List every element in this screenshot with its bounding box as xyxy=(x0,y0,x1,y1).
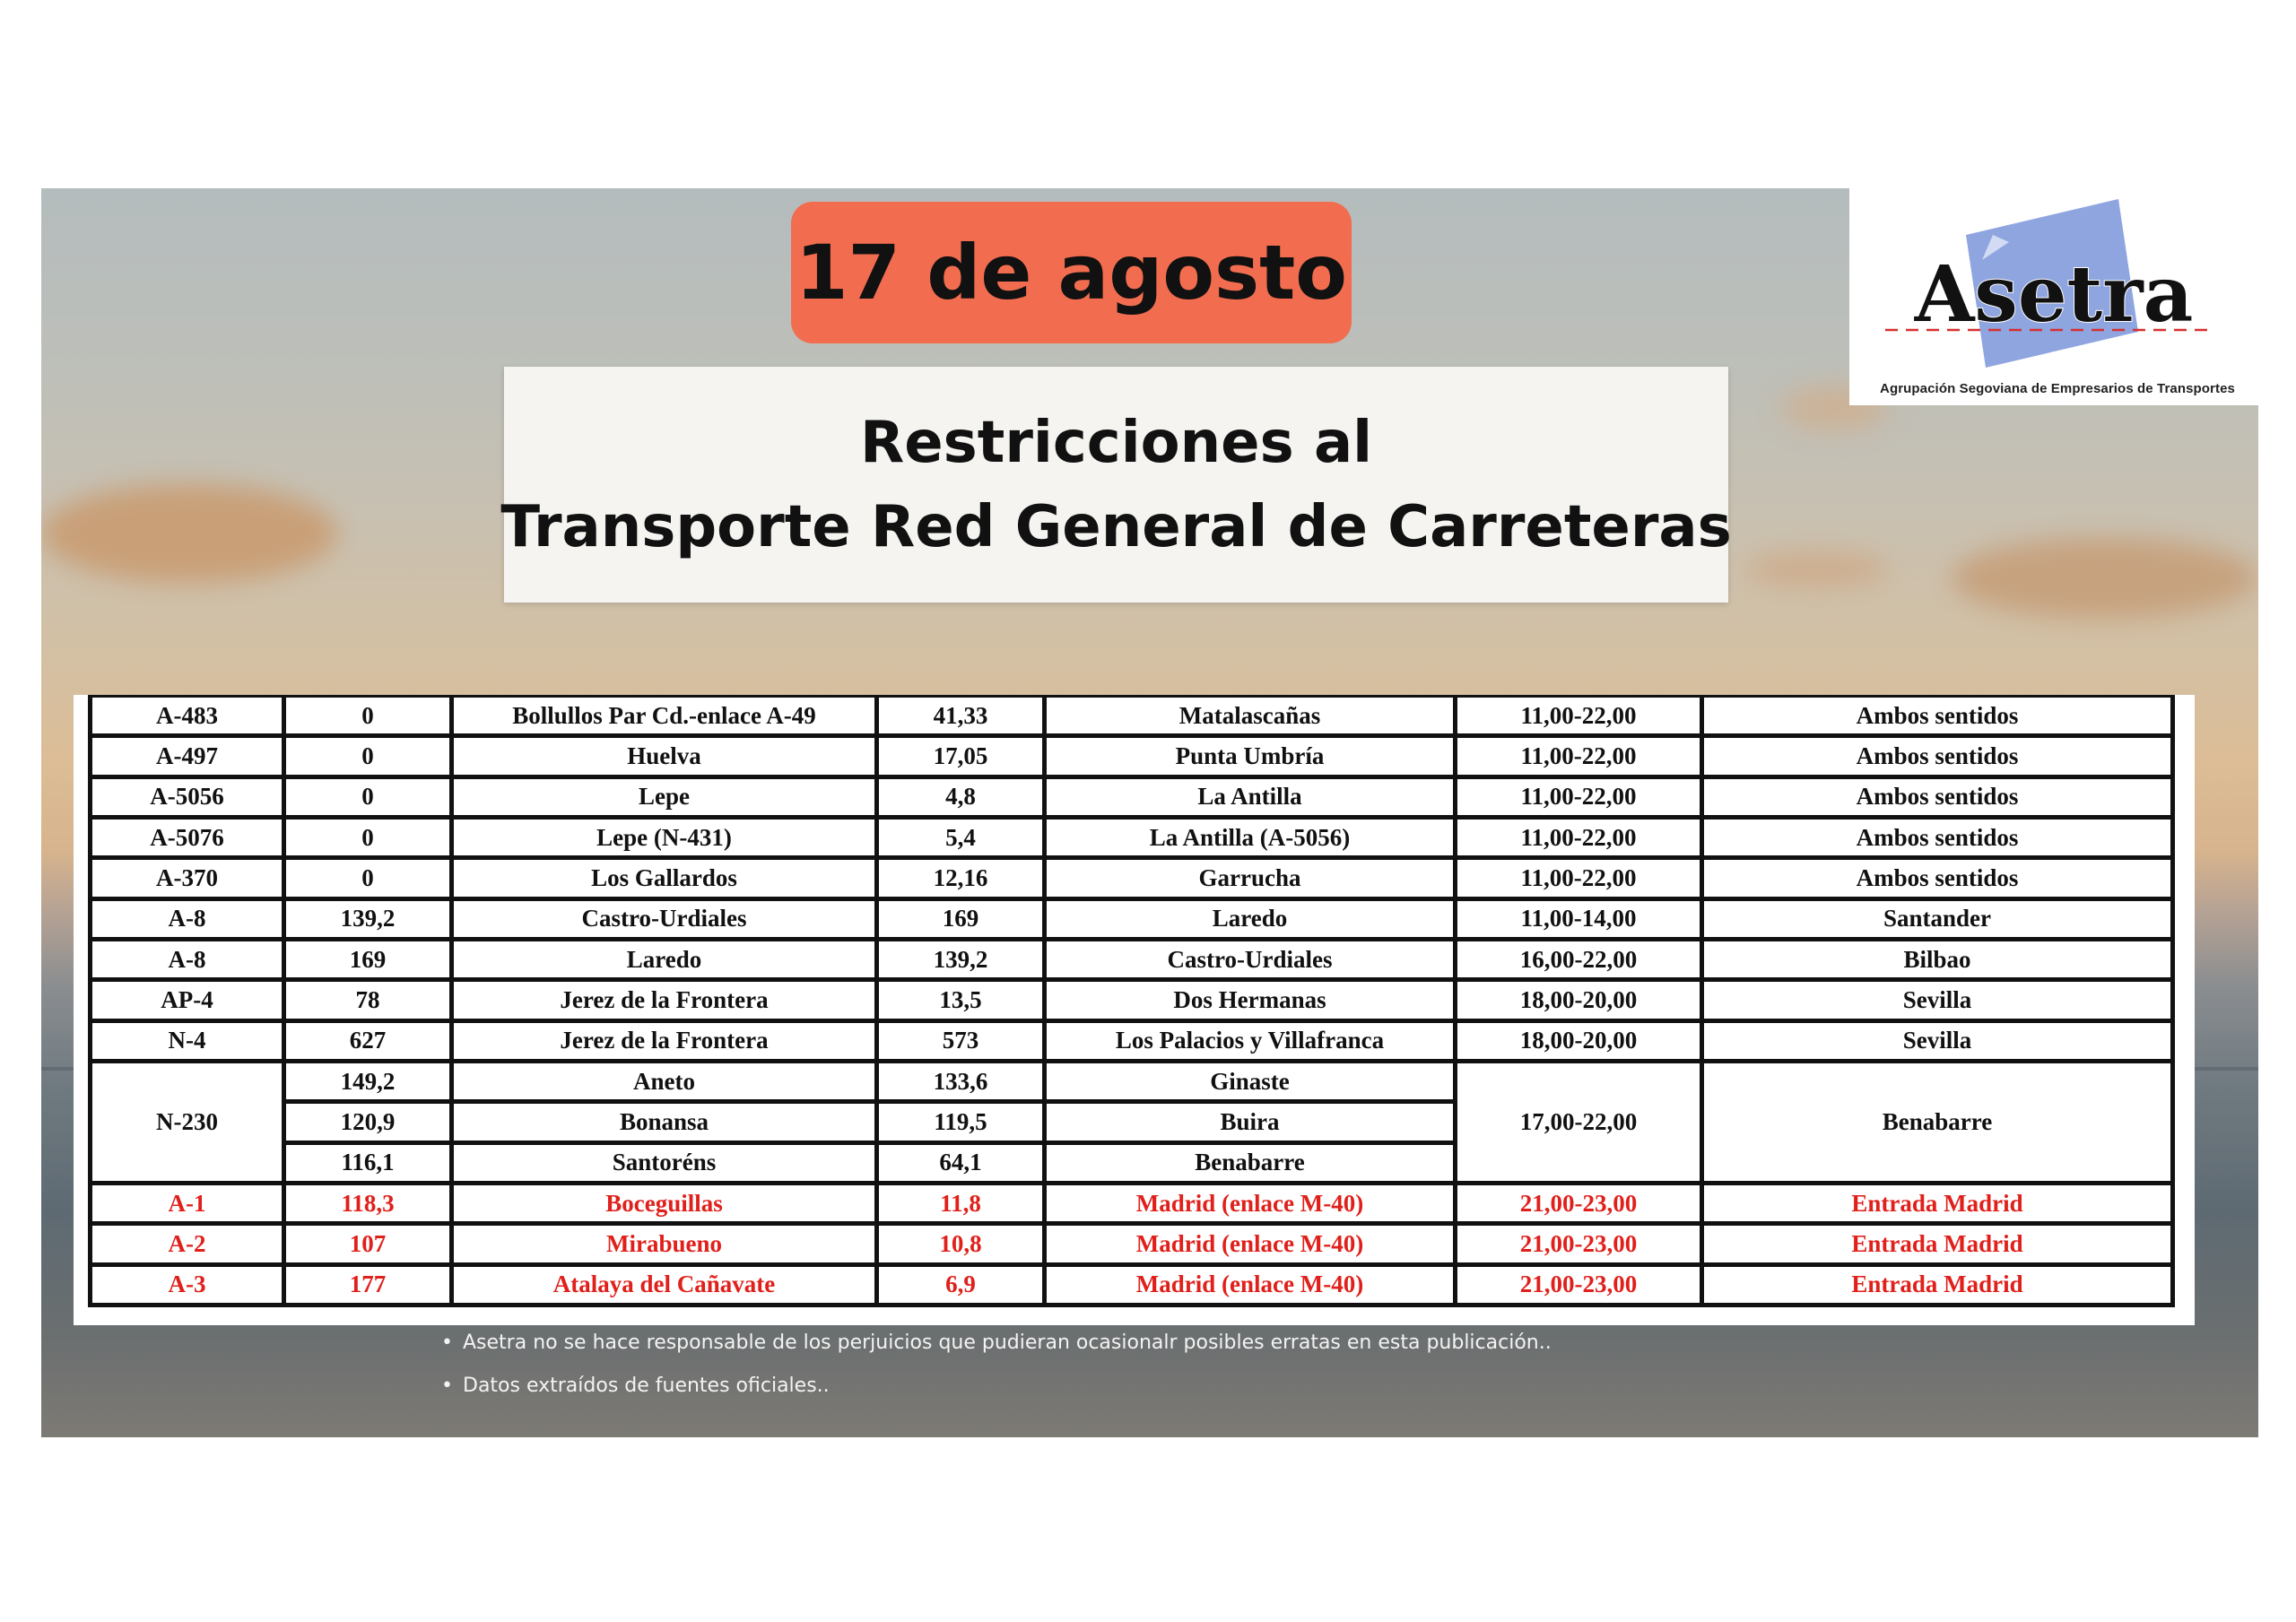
destination-cell: Matalascañas xyxy=(1045,697,1456,736)
destination-cell: Ginaste xyxy=(1045,1061,1456,1101)
km-end-cell: 12,16 xyxy=(877,858,1045,898)
hours-cell: 16,00-22,00 xyxy=(1456,939,1702,979)
km-start-cell: 78 xyxy=(284,980,452,1020)
km-start-cell: 0 xyxy=(284,858,452,898)
direction-cell: Entrada Madrid xyxy=(1702,1224,2173,1264)
km-start-cell: 149,2 xyxy=(284,1061,452,1101)
road-cell: N-4 xyxy=(91,1020,284,1061)
road-cell: A-5056 xyxy=(91,776,284,817)
hours-cell: 21,00-23,00 xyxy=(1456,1264,1702,1305)
destination-cell: La Antilla xyxy=(1045,776,1456,817)
direction-cell: Ambos sentidos xyxy=(1702,776,2173,817)
hours-cell: 11,00-14,00 xyxy=(1456,898,1702,939)
restrictions-panel xyxy=(74,695,2195,1325)
km-start-cell: 177 xyxy=(284,1264,452,1305)
km-start-cell: 118,3 xyxy=(284,1183,452,1223)
km-start-cell: 0 xyxy=(284,736,452,776)
road-cell: A-497 xyxy=(91,736,284,776)
direction-cell: Santander xyxy=(1702,898,2173,939)
km-end-cell: 13,5 xyxy=(877,980,1045,1020)
origin-cell: Santoréns xyxy=(452,1142,877,1183)
km-end-cell: 11,8 xyxy=(877,1183,1045,1223)
km-end-cell: 17,05 xyxy=(877,736,1045,776)
destination-cell: Buira xyxy=(1045,1102,1456,1142)
direction-cell: Sevilla xyxy=(1702,980,2173,1020)
hours-cell: 17,00-22,00 xyxy=(1456,1061,1702,1183)
destination-cell: Madrid (enlace M-40) xyxy=(1045,1264,1456,1305)
hours-cell: 11,00-22,00 xyxy=(1456,697,1702,736)
footnote-text: Asetra no se hace responsable de los perjuicios que pudieran ocasionalr posibles erratas en esta publicación.. xyxy=(463,1331,1552,1354)
hours-cell: 11,00-22,00 xyxy=(1456,817,1702,857)
logo-subtitle: Agrupación Segoviana de Empresarios de Transportes xyxy=(1880,381,2235,396)
table-row xyxy=(91,736,2173,776)
origin-cell: Bonansa xyxy=(452,1102,877,1142)
footnote-disclaimer xyxy=(441,1325,1876,1368)
destination-cell: Garrucha xyxy=(1045,858,1456,898)
km-start-cell: 139,2 xyxy=(284,898,452,939)
direction-cell: Ambos sentidos xyxy=(1702,858,2173,898)
origin-cell: Aneto xyxy=(452,1061,877,1101)
km-end-cell: 6,9 xyxy=(877,1264,1045,1305)
logo-wordmark: Asetra xyxy=(1914,249,2194,340)
km-end-cell: 119,5 xyxy=(877,1102,1045,1142)
destination-cell: Madrid (enlace M-40) xyxy=(1045,1224,1456,1264)
footnotes xyxy=(441,1325,1876,1411)
destination-cell: Los Palacios y Villafranca xyxy=(1045,1020,1456,1061)
road-cell: A-8 xyxy=(91,939,284,979)
km-end-cell: 4,8 xyxy=(877,776,1045,817)
direction-cell: Entrada Madrid xyxy=(1702,1264,2173,1305)
direction-cell: Bilbao xyxy=(1702,939,2173,979)
footnote-text: Datos extraídos de fuentes oficiales.. xyxy=(463,1375,830,1397)
km-start-cell: 0 xyxy=(284,776,452,817)
origin-cell: Huelva xyxy=(452,736,877,776)
table-row xyxy=(91,1061,2173,1101)
road-cell: AP-4 xyxy=(91,980,284,1020)
table-row xyxy=(91,939,2173,979)
direction-cell: Entrada Madrid xyxy=(1702,1183,2173,1223)
origin-cell: Lepe (N-431) xyxy=(452,817,877,857)
km-start-cell: 0 xyxy=(284,817,452,857)
table-row xyxy=(91,898,2173,939)
road-cell: A-5076 xyxy=(91,817,284,857)
km-start-cell: 627 xyxy=(284,1020,452,1061)
km-end-cell: 133,6 xyxy=(877,1061,1045,1101)
origin-cell: Laredo xyxy=(452,939,877,979)
origin-cell: Jerez de la Frontera xyxy=(452,1020,877,1061)
destination-cell: Benabarre xyxy=(1045,1142,1456,1183)
hours-cell: 21,00-23,00 xyxy=(1456,1183,1702,1223)
title-line-2: Transporte Red General de Carreteras xyxy=(500,493,1732,560)
destination-cell: Dos Hermanas xyxy=(1045,980,1456,1020)
destination-cell: Castro-Urdiales xyxy=(1045,939,1456,979)
cloud-mid xyxy=(1745,551,1889,587)
origin-cell: Boceguillas xyxy=(452,1183,877,1223)
km-start-cell: 116,1 xyxy=(284,1142,452,1183)
origin-cell: Lepe xyxy=(452,776,877,817)
km-end-cell: 41,33 xyxy=(877,697,1045,736)
road-cell: A-2 xyxy=(91,1224,284,1264)
table-row xyxy=(91,858,2173,898)
km-end-cell: 169 xyxy=(877,898,1045,939)
km-end-cell: 573 xyxy=(877,1020,1045,1061)
table-row-highlighted xyxy=(91,1264,2173,1305)
hours-cell: 18,00-20,00 xyxy=(1456,980,1702,1020)
road-cell: A-1 xyxy=(91,1183,284,1223)
destination-cell: Laredo xyxy=(1045,898,1456,939)
hours-cell: 11,00-22,00 xyxy=(1456,736,1702,776)
date-badge xyxy=(791,202,1352,343)
origin-cell: Castro-Urdiales xyxy=(452,898,877,939)
title-line-1: Restricciones al xyxy=(859,409,1373,476)
destination-cell: La Antilla (A-5056) xyxy=(1045,817,1456,857)
hours-cell: 18,00-20,00 xyxy=(1456,1020,1702,1061)
origin-cell: Atalaya del Cañavate xyxy=(452,1264,877,1305)
direction-cell: Ambos sentidos xyxy=(1702,697,2173,736)
date-label: 17 de agosto xyxy=(796,229,1347,317)
hours-cell: 21,00-23,00 xyxy=(1456,1224,1702,1264)
origin-cell: Bollullos Par Cd.-enlace A-49 xyxy=(452,697,877,736)
table-row xyxy=(91,980,2173,1020)
bullet-icon: • xyxy=(441,1375,453,1397)
km-start-cell: 107 xyxy=(284,1224,452,1264)
km-start-cell: 0 xyxy=(284,697,452,736)
footnote-source xyxy=(441,1368,1876,1411)
title-card xyxy=(500,367,1732,603)
origin-cell: Jerez de la Frontera xyxy=(452,980,877,1020)
km-end-cell: 64,1 xyxy=(877,1142,1045,1183)
road-cell: N-230 xyxy=(91,1061,284,1183)
road-cell: A-3 xyxy=(91,1264,284,1305)
road-cell: A-370 xyxy=(91,858,284,898)
table-row xyxy=(91,697,2173,736)
table-row-highlighted xyxy=(91,1224,2173,1264)
hours-cell: 11,00-22,00 xyxy=(1456,776,1702,817)
km-end-cell: 10,8 xyxy=(877,1224,1045,1264)
road-cell: A-8 xyxy=(91,898,284,939)
table-row xyxy=(91,776,2173,817)
km-end-cell: 5,4 xyxy=(877,817,1045,857)
table-row-highlighted xyxy=(91,1183,2173,1223)
direction-cell: Ambos sentidos xyxy=(1702,736,2173,776)
direction-cell: Sevilla xyxy=(1702,1020,2173,1061)
road-cell: A-483 xyxy=(91,697,284,736)
destination-cell: Punta Umbría xyxy=(1045,736,1456,776)
direction-cell: Ambos sentidos xyxy=(1702,817,2173,857)
km-start-cell: 120,9 xyxy=(284,1102,452,1142)
km-start-cell: 169 xyxy=(284,939,452,979)
table-row xyxy=(91,1020,2173,1061)
destination-cell: Madrid (enlace M-40) xyxy=(1045,1183,1456,1223)
cloud-left xyxy=(41,484,337,583)
bullet-icon: • xyxy=(441,1331,453,1354)
asetra-logo-icon xyxy=(1849,188,2258,381)
origin-cell: Mirabueno xyxy=(452,1224,877,1264)
km-end-cell: 139,2 xyxy=(877,939,1045,979)
table-row xyxy=(91,817,2173,857)
cloud-right xyxy=(1952,538,2257,619)
asetra-logo xyxy=(1849,188,2258,405)
restrictions-table xyxy=(88,695,2175,1307)
direction-cell: Benabarre xyxy=(1702,1061,2173,1183)
hours-cell: 11,00-22,00 xyxy=(1456,858,1702,898)
origin-cell: Los Gallardos xyxy=(452,858,877,898)
